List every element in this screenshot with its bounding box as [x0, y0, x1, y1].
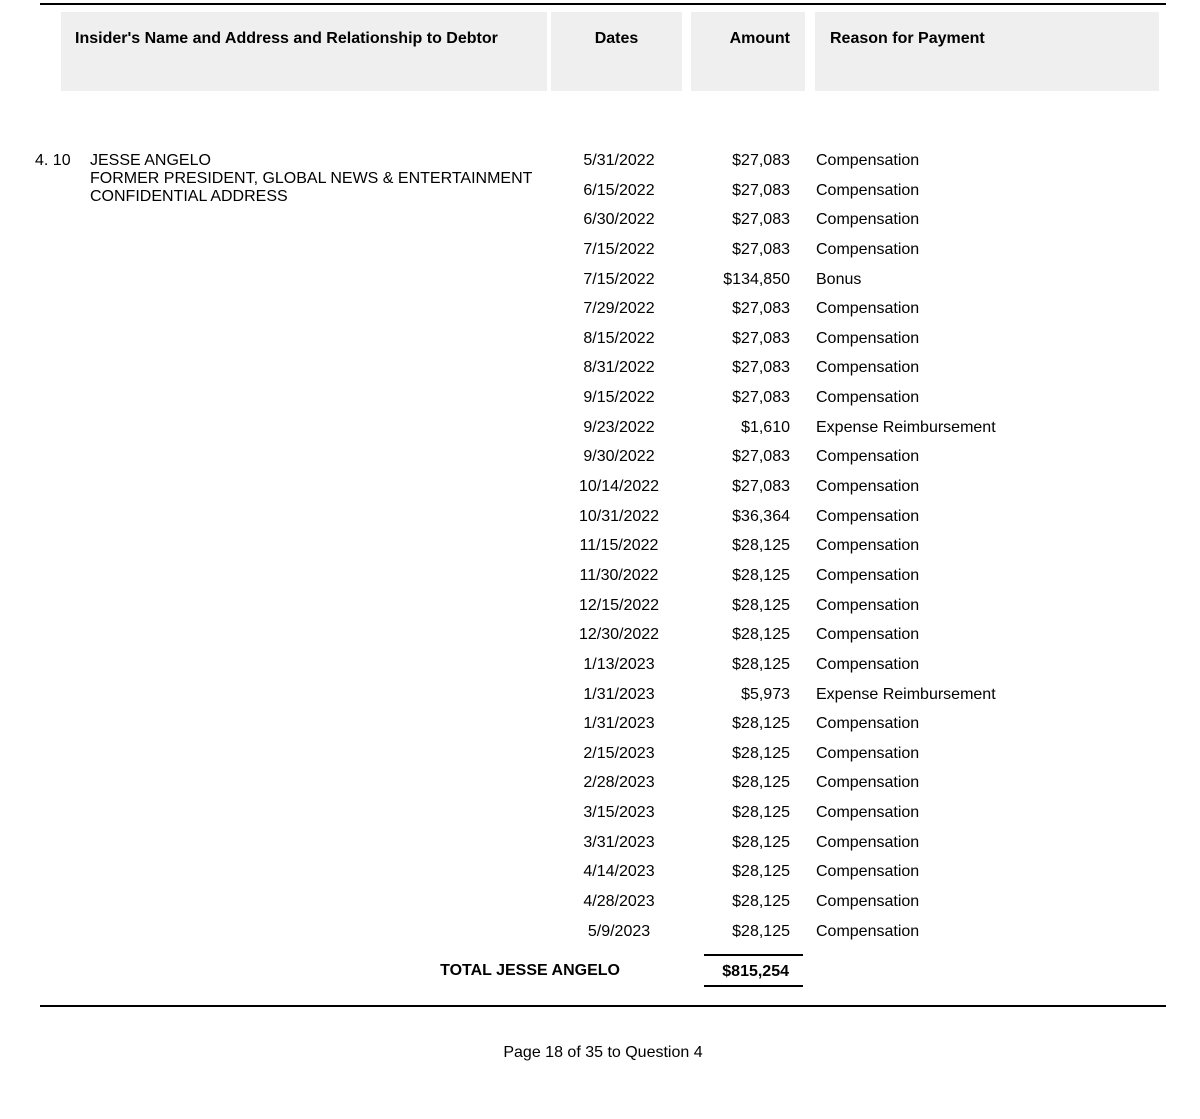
table-row: [0, 680, 1200, 710]
table-row: [0, 235, 1200, 265]
table-row: [0, 650, 1200, 680]
table-row: [0, 472, 1200, 502]
payment-reason: Compensation: [816, 359, 920, 377]
payment-date: 8/31/2022: [583, 359, 655, 377]
payment-amount: $27,083: [732, 211, 790, 229]
payment-date: 5/31/2022: [583, 152, 655, 169]
payment-date: 1/31/2023: [583, 685, 655, 703]
total-amount-box: [704, 954, 803, 987]
payment-date: 3/31/2023: [583, 833, 655, 851]
payment-amount: $28,125: [732, 655, 790, 673]
payment-reason: Compensation: [816, 804, 920, 822]
payment-date: 2/15/2023: [583, 744, 655, 762]
payment-amount: $27,083: [732, 240, 790, 258]
payment-reason: Compensation: [816, 774, 920, 792]
bottom-rule: [40, 1005, 1166, 1007]
table-row: [0, 176, 1200, 206]
payment-reason: Expense Reimbursement: [816, 418, 996, 436]
payment-reason: Compensation: [816, 448, 920, 466]
payment-date: 6/15/2022: [583, 181, 655, 199]
insider-name: JESSE ANGELO: [90, 152, 211, 169]
payment-amount: $28,125: [732, 744, 790, 762]
header-reason-column: Reason for Payment: [815, 12, 1159, 91]
payment-amount: $5,973: [741, 685, 790, 703]
payment-reason: Compensation: [816, 863, 920, 881]
payment-date: 11/30/2022: [579, 566, 659, 584]
payment-amount: $28,125: [732, 893, 790, 911]
payment-date: 4/28/2023: [583, 893, 655, 911]
payment-date: 9/30/2022: [583, 448, 655, 466]
total-label: TOTAL JESSE ANGELO: [440, 962, 620, 979]
table-row: [0, 739, 1200, 769]
total-amount: $815,254: [722, 963, 789, 980]
table-row: [0, 413, 1200, 443]
payment-amount: $28,125: [732, 626, 790, 644]
payment-reason: Compensation: [816, 240, 920, 258]
insider-title: FORMER PRESIDENT, GLOBAL NEWS & ENTERTAINMENT: [90, 170, 533, 187]
payment-amount: $27,083: [732, 448, 790, 466]
table-row: [0, 502, 1200, 532]
payment-amount: $28,125: [732, 715, 790, 733]
payment-amount: $28,125: [732, 833, 790, 851]
table-row: [0, 798, 1200, 828]
payment-date: 12/30/2022: [578, 626, 660, 644]
payment-amount: $27,083: [732, 389, 790, 407]
insider-address: CONFIDENTIAL ADDRESS: [90, 188, 288, 205]
payment-date: 9/23/2022: [583, 418, 655, 436]
entry-number: 4. 10: [35, 152, 71, 169]
payment-reason: Compensation: [816, 626, 920, 644]
payment-amount: $27,083: [732, 359, 790, 377]
payment-reason: Bonus: [816, 270, 862, 288]
payment-amount: $27,083: [732, 300, 790, 318]
payment-amount: $28,125: [732, 774, 790, 792]
table-row: [0, 531, 1200, 561]
payment-date: 9/15/2022: [583, 389, 655, 407]
payment-date: 7/29/2022: [583, 300, 655, 318]
payment-reason: Compensation: [816, 744, 920, 762]
table-row: [0, 561, 1200, 591]
payment-date: 7/15/2022: [583, 240, 655, 258]
payment-date: 1/13/2023: [583, 655, 655, 673]
payment-reason: Compensation: [816, 893, 920, 911]
payment-date: 12/15/2022: [578, 596, 660, 614]
table-row: [0, 768, 1200, 798]
payment-date: 11/15/2022: [579, 537, 659, 555]
payment-reason: Compensation: [816, 833, 920, 851]
payment-date: 6/30/2022: [583, 211, 655, 229]
payment-reason: Compensation: [816, 329, 920, 347]
payment-reason: Compensation: [816, 922, 920, 940]
payment-amount: $27,083: [732, 329, 790, 347]
payment-date: 7/15/2022: [583, 270, 655, 288]
payment-reason: Expense Reimbursement: [816, 685, 996, 703]
table-row: [0, 146, 1200, 176]
table-row: [0, 828, 1200, 858]
payment-amount: $28,125: [732, 596, 790, 614]
payment-reason: Compensation: [816, 478, 920, 496]
payment-amount: $27,083: [732, 181, 790, 199]
payment-date: 5/9/2023: [587, 922, 651, 940]
table-row: [0, 324, 1200, 354]
payment-amount: $28,125: [732, 922, 790, 940]
payment-amount: $1,610: [741, 418, 790, 436]
payment-amount: $28,125: [732, 804, 790, 822]
table-row: [0, 709, 1200, 739]
header-name-column: Insider's Name and Address and Relationship to Debtor: [61, 12, 547, 91]
table-row: [0, 383, 1200, 413]
payment-date: 1/31/2023: [583, 715, 655, 733]
table-row: [0, 205, 1200, 235]
payment-reason: Compensation: [816, 507, 920, 525]
payment-reason: Compensation: [816, 211, 920, 229]
table-row: [0, 353, 1200, 383]
payment-reason: Compensation: [816, 596, 920, 614]
page-footer: Page 18 of 35 to Question 4: [503, 1044, 703, 1061]
payment-amount: $134,850: [723, 270, 790, 288]
payment-amount: $27,083: [732, 152, 790, 169]
payment-reason: Compensation: [816, 537, 920, 555]
payment-date: 3/15/2023: [583, 804, 655, 822]
table-row: [0, 620, 1200, 650]
table-row: [0, 294, 1200, 324]
table-row: [0, 857, 1200, 887]
payment-date: 10/31/2022: [578, 507, 660, 525]
payment-reason: Compensation: [816, 300, 920, 318]
header-dates-column: Dates: [551, 12, 682, 91]
payment-reason: Compensation: [816, 181, 920, 199]
payment-reason: Compensation: [816, 389, 920, 407]
table-row: [0, 265, 1200, 295]
table-row: [0, 887, 1200, 917]
payments-table: [0, 146, 1200, 946]
payment-amount: $28,125: [732, 537, 790, 555]
top-rule: [40, 3, 1166, 5]
payment-date: 4/14/2023: [583, 863, 655, 881]
payment-reason: Compensation: [816, 566, 920, 584]
payment-date: 8/15/2022: [583, 329, 655, 347]
table-row: [0, 442, 1200, 472]
table-row: [0, 591, 1200, 621]
payment-reason: Compensation: [816, 152, 920, 169]
payment-date: 10/14/2022: [578, 478, 660, 496]
payment-reason: Compensation: [816, 655, 920, 673]
payment-reason: Compensation: [816, 715, 920, 733]
payment-amount: $28,125: [732, 863, 790, 881]
payment-amount: $27,083: [732, 478, 790, 496]
header-amount-column: Amount: [691, 12, 805, 91]
payment-amount: $28,125: [732, 566, 790, 584]
payment-amount: $36,364: [732, 507, 790, 525]
table-row: [0, 917, 1200, 947]
payment-date: 2/28/2023: [583, 774, 655, 792]
